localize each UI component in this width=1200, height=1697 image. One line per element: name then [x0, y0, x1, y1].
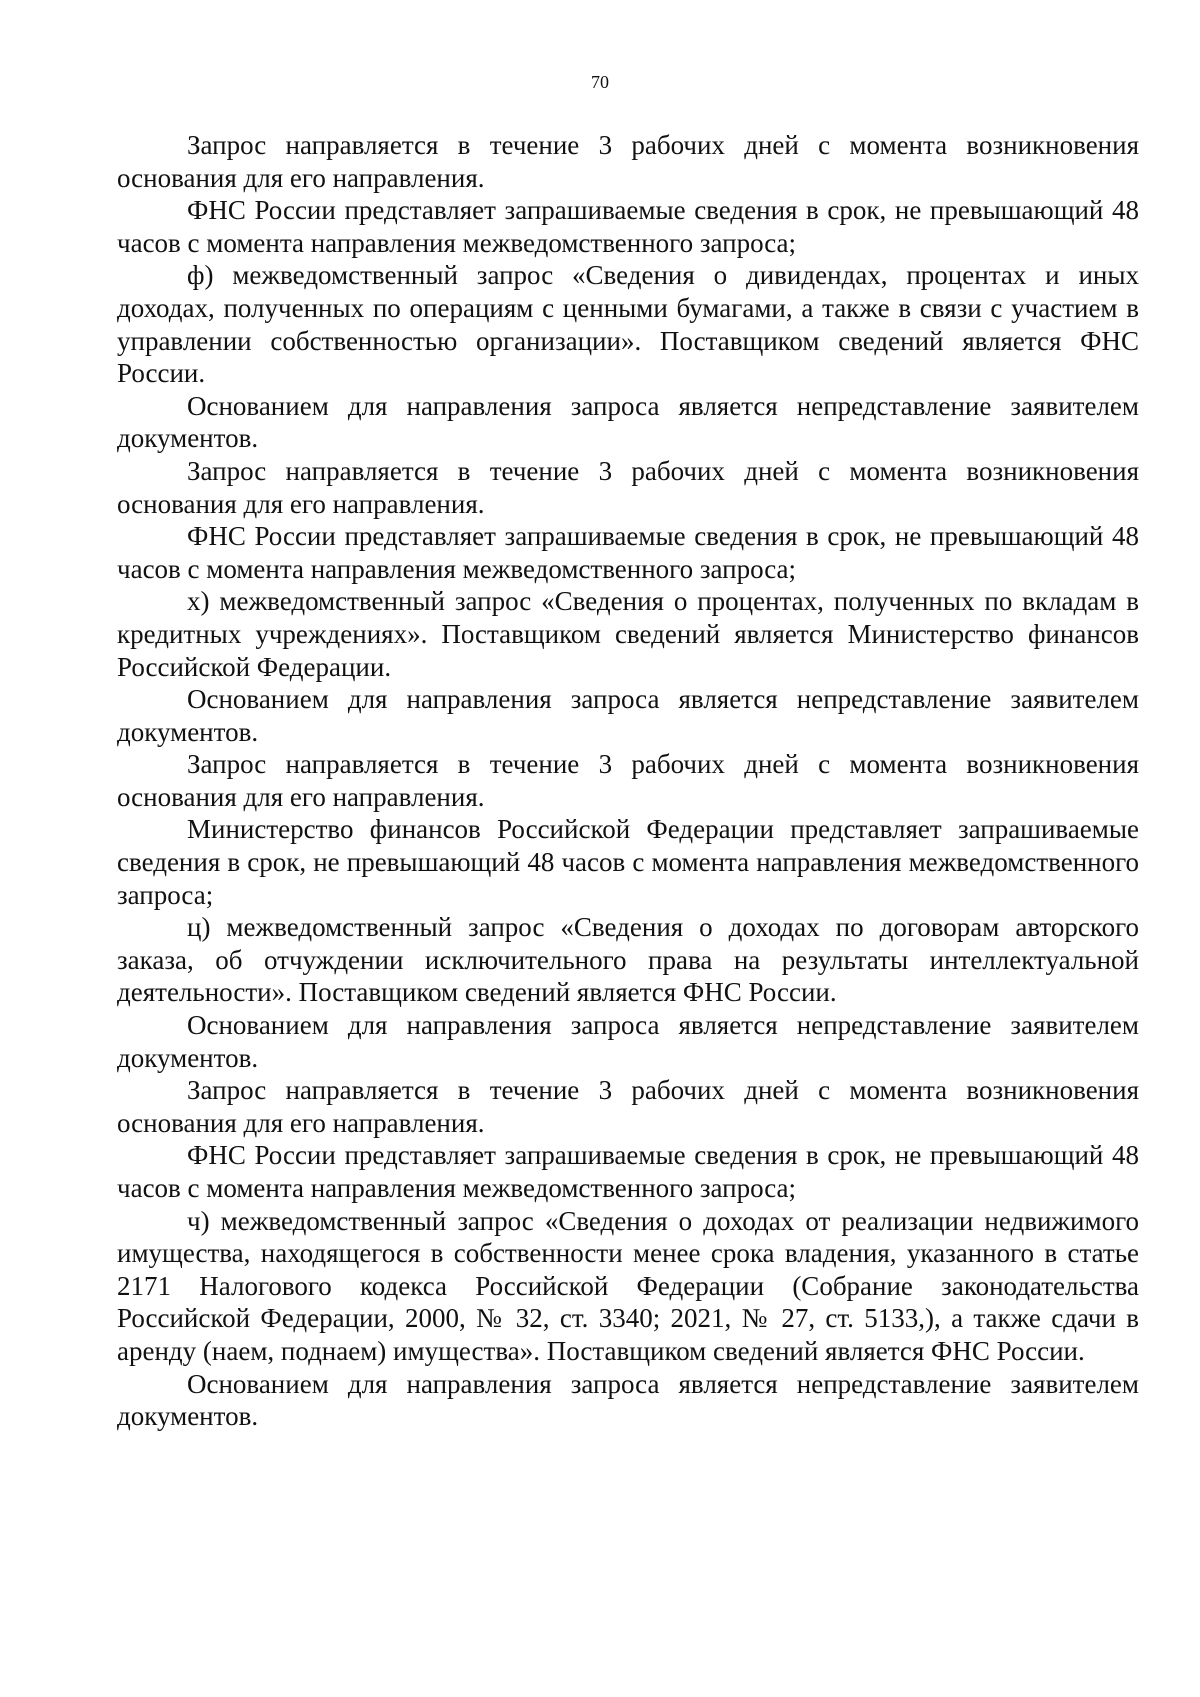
paragraph: ФНС России представляет запрашиваемые сведения в срок, не превышающий 48 часов с момента направления межведомственного запроса; — [117, 521, 1139, 584]
paragraph: Основанием для направления запроса является непредставление заявителем документов. — [117, 390, 1139, 454]
paragraph: х) межведомственный запрос «Сведения о процентах, полученных по вкладам в кредитных учреждениях». Поставщиком сведений является Министерство финансов Российской Федерации. — [117, 586, 1139, 682]
paragraph: Запрос направляется в течение 3 рабочих дней с момента возникновения основания для его направления. — [117, 130, 1139, 193]
paragraph: Основанием для направления запроса является непредставление заявителем документов. — [117, 1010, 1139, 1073]
paragraph: Основанием для направления запроса является непредставление заявителем документов. — [117, 684, 1139, 747]
paragraph: ФНС России представляет запрашиваемые сведения в срок, не превышающий 48 часов с момента направления межведомственного запроса; — [117, 1140, 1139, 1203]
paragraph: ч) межведомственный запрос «Сведения о доходах от реализации недвижимого имущества, находящегося в собственности менее срока владения, указанного в статье 2171 Налогового кодекса Российской Федерации (Собрание законодательства Российской Федерации, 2000, № 32, ст. 3340; 2021, № 27, ст. 5133,), а также сдачи в аренду (наем, поднаем) имущества». Поставщиком сведений является ФНС России. — [117, 1205, 1139, 1366]
paragraph: ФНС России представляет запрашиваемые сведения в срок, не превышающий 48 часов с момента направления межведомственного запроса; — [117, 195, 1139, 258]
paragraph: ф) межведомственный запрос «Сведения о дивидендах, процентах и иных доходах, полученных по операциям с ценными бумагами, а также в связи с участием в управлении собственностью организации». Поставщиком сведений является ФНС России. — [117, 260, 1139, 389]
page-number: 70 — [591, 72, 609, 92]
paragraph: Министерство финансов Российской Федерации представляет запрашиваемые сведения в срок, не превышающий 48 часов с момента направления межведомственного запроса; — [117, 814, 1139, 910]
paragraph: Запрос направляется в течение 3 рабочих дней с момента возникновения основания для его направления. — [117, 749, 1139, 812]
paragraph: Основанием для направления запроса является непредставление заявителем документов. — [117, 1368, 1139, 1432]
paragraph: Запрос направляется в течение 3 рабочих дней с момента возникновения основания для его направления. — [117, 1075, 1139, 1138]
paragraph: Запрос направляется в течение 3 рабочих дней с момента возникновения основания для его направления. — [117, 455, 1139, 519]
document-body — [117, 129, 1139, 1433]
paragraph: ц) межведомственный запрос «Сведения о доходах по договорам авторского заказа, об отчуждении исключительного права на результаты интеллектуальной деятельности». Поставщиком сведений является ФНС России. — [117, 912, 1139, 1008]
